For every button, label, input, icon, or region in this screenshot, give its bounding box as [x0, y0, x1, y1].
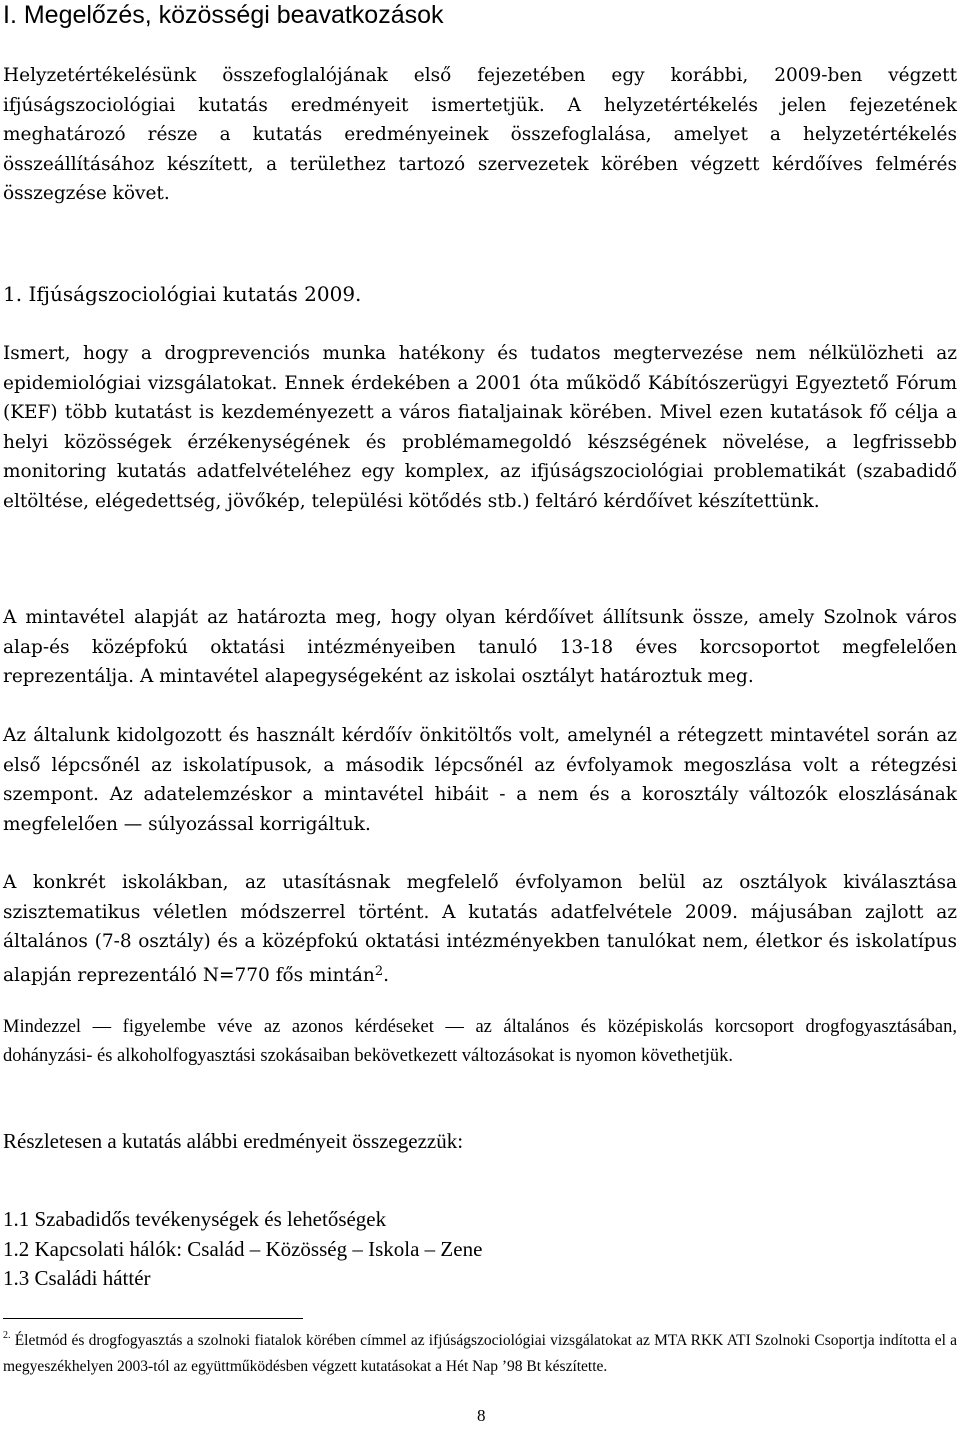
paragraph-sampling: A mintavétel alapját az határozta meg, hogy olyan kérdőívet állítsunk össze, amely Szolnok város alap-és középfokú oktatási intézményeiben tanuló 13-18 éves korcsoportot megfelelően reprezentálja. A mintavétel alapegységeként az iskolai osztályt határoztuk meg.: [3, 607, 957, 687]
topic-item: 1.3 Családi háttér: [3, 1266, 151, 1290]
summary-intro: Részletesen a kutatás alábbi eredményeit összegezzük:: [3, 1129, 464, 1153]
section-heading: 1. Ifjúságszociológiai kutatás 2009.: [3, 282, 362, 306]
topic-item: 1.1 Szabadidős tevékenységek és lehetőségek: [3, 1207, 387, 1231]
paragraph-data-collection-text: A konkrét iskolákban, az utasításnak megfelelő évfolyamon belül az osztályok kiválasztása szisztematikus véletlen módszerrel történt. A kutatás adatfelvétele 2009. májusában zajlott az általános (7-8 osztály) és a középfokú oktatási intézményekben tanulókat nem, életkor és iskolatípus alapján reprezentáló N=770 fős mintán: [3, 872, 957, 986]
chapter-title: I. Megelőzés, közösségi beavatkozások: [3, 1, 444, 29]
paragraph-data-collection: [3, 868, 957, 990]
paragraph-kef: Ismert, hogy a drogprevenciós munka hatékony és tudatos megtervezése nem nélkülözheti az epidemiológiai vizsgálatokat. Ennek érdekében a 2001 óta működő Kábítószerügyi Egyeztető Fórum (KEF) több kutatást is kezdeményezett a város fiataljainak körében. Mivel ezen kutatások fő célja a helyi közösségek érzékenységének és problémamegoldó készségének növelése, a legfrissebb monitoring kutatás adatfelvételéhez egy komplex, az ifjúságszociológiai problematikát (szabadidő eltöltése, elégedettség, jövőkép, települési kötődés stb.) feltáró kérdőívet készítettünk.: [3, 343, 957, 512]
page-number: 8: [477, 1406, 486, 1425]
paragraph-comparison: Mindezzel — figyelembe véve az azonos kérdéseket — az általános és középiskolás korcsoport drogfogyasztásában, dohányzási- és alkoholfogyasztási szokásaiban bekövetkezett változásokat is nyomon követhetjük.: [3, 1017, 957, 1066]
footnote: [3, 1323, 957, 1380]
intro-paragraph: Helyzetértékelésünk összefoglalójának első fejezetében egy korábbi, 2009-ben végzett ifjúságszociológiai kutatás eredményeit ismertetjük. A helyzetértékelés jelen fejezetének meghatározó része a kutatás eredményeinek összefoglalása, amelyet a helyzetértékelés összeállításához készített, a területhez tartozó szervezetek körében végzett kérdőíves felmérés összegzése követ.: [3, 65, 957, 204]
topic-list: [3, 1205, 482, 1294]
footnote-reference: 2: [374, 963, 384, 979]
paragraph-questionnaire: Az általunk kidolgozott és használt kérdőív önkitöltős volt, amelynél a rétegzett mintavétel során az első lépcsőnél az iskolatípusok, a második lépcsőnél az évfolyamok megoszlása volt a rétegzési szempont. Az adatelemzéskor a mintavétel hibáit - a nem és a korosztály változók eloszlásának megfelelően — súlyozással korrigáltuk.: [3, 725, 957, 835]
footnote-separator: [3, 1318, 303, 1319]
footnote-text: Életmód és drogfogyasztás a szolnoki fiatalok körében címmel az ifjúságszociológiai vizsgálatokat az MTA RKK ATI Szolnoki Csoportja indította el a megyeszékhelyen 2003-tól az együttműködésben végzett kutatásokat a Hét Nap ’98 Bt készítette.: [3, 1332, 957, 1375]
topic-item: 1.2 Kapcsolati hálók: Család – Közösség – Iskola – Zene: [3, 1236, 483, 1261]
paragraph-data-collection-end: .: [383, 964, 389, 986]
footnote-marker: 2.: [3, 1330, 11, 1341]
